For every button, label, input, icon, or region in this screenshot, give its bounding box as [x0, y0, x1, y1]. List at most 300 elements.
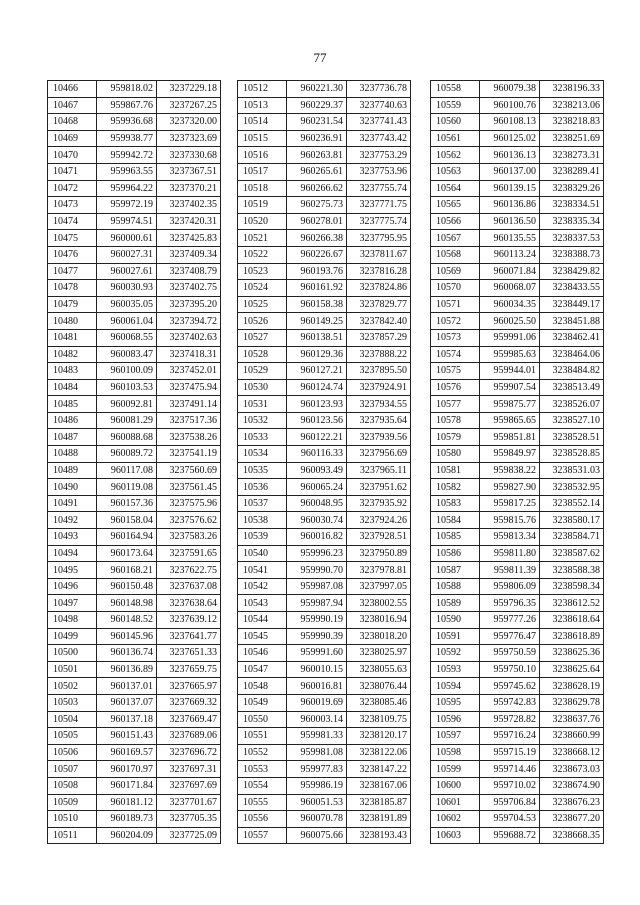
table-row [238, 529, 411, 546]
x-coordinate-cell: 959806.09 [480, 578, 540, 595]
y-coordinate-cell: 3238618.89 [540, 628, 604, 645]
x-coordinate-cell: 959815.76 [480, 512, 540, 529]
point-id-cell: 10602 [431, 811, 480, 828]
table-row [48, 81, 221, 98]
y-coordinate-cell: 3238618.64 [540, 612, 604, 629]
table-row [431, 678, 604, 695]
point-id-cell: 10490 [48, 479, 97, 496]
y-coordinate-cell: 3238598.34 [540, 578, 604, 595]
x-coordinate-cell: 959991.06 [480, 329, 540, 346]
table-row [48, 744, 221, 761]
point-id-cell: 10594 [431, 678, 480, 695]
point-id-cell: 10596 [431, 711, 480, 728]
coordinate-table-2 [237, 80, 411, 844]
point-id-cell: 10525 [238, 296, 287, 313]
table-row [431, 595, 604, 612]
x-coordinate-cell: 959996.23 [287, 545, 347, 562]
point-id-cell: 10556 [238, 811, 287, 828]
point-id-cell: 10506 [48, 744, 97, 761]
point-id-cell: 10539 [238, 529, 287, 546]
point-id-cell: 10528 [238, 346, 287, 363]
table-row [431, 163, 604, 180]
table-row [238, 761, 411, 778]
x-coordinate-cell: 960204.09 [97, 827, 157, 844]
y-coordinate-cell: 3237452.01 [157, 363, 221, 380]
table-row [48, 529, 221, 546]
y-coordinate-cell: 3238076.44 [347, 678, 411, 695]
y-coordinate-cell: 3237560.69 [157, 462, 221, 479]
y-coordinate-cell: 3237824.86 [347, 280, 411, 297]
point-id-cell: 10550 [238, 711, 287, 728]
point-id-cell: 10554 [238, 777, 287, 794]
x-coordinate-cell: 960136.50 [480, 213, 540, 230]
x-coordinate-cell: 960016.82 [287, 529, 347, 546]
x-coordinate-cell: 960169.57 [97, 744, 157, 761]
table-row [48, 147, 221, 164]
y-coordinate-cell: 3238668.35 [540, 827, 604, 844]
y-coordinate-cell: 3238085.46 [347, 694, 411, 711]
y-coordinate-cell: 3237753.29 [347, 147, 411, 164]
table-row [431, 545, 604, 562]
x-coordinate-cell: 960070.78 [287, 811, 347, 828]
y-coordinate-cell: 3237934.55 [347, 396, 411, 413]
y-coordinate-cell: 3238588.38 [540, 562, 604, 579]
point-id-cell: 10523 [238, 263, 287, 280]
table-row [48, 230, 221, 247]
y-coordinate-cell: 3237829.77 [347, 296, 411, 313]
x-coordinate-cell: 960116.33 [287, 446, 347, 463]
y-coordinate-cell: 3238526.07 [540, 396, 604, 413]
x-coordinate-cell: 960100.09 [97, 363, 157, 380]
table-row [431, 827, 604, 844]
table-row [48, 280, 221, 297]
x-coordinate-cell: 960139.15 [480, 180, 540, 197]
y-coordinate-cell: 3238484.82 [540, 363, 604, 380]
point-id-cell: 10518 [238, 180, 287, 197]
y-coordinate-cell: 3238055.63 [347, 661, 411, 678]
table-row [431, 180, 604, 197]
table-row [238, 794, 411, 811]
x-coordinate-cell: 959750.59 [480, 645, 540, 662]
table-row [238, 197, 411, 214]
y-coordinate-cell: 3238147.22 [347, 761, 411, 778]
point-id-cell: 10474 [48, 213, 97, 230]
table-row [238, 363, 411, 380]
x-coordinate-cell: 959742.83 [480, 694, 540, 711]
point-id-cell: 10516 [238, 147, 287, 164]
y-coordinate-cell: 3237641.77 [157, 628, 221, 645]
y-coordinate-cell: 3238167.06 [347, 777, 411, 794]
point-id-cell: 10530 [238, 379, 287, 396]
y-coordinate-cell: 3238122.06 [347, 744, 411, 761]
y-coordinate-cell: 3237420.31 [157, 213, 221, 230]
y-coordinate-cell: 3238625.36 [540, 645, 604, 662]
coordinate-table-1 [47, 80, 221, 844]
table-row [431, 562, 604, 579]
x-coordinate-cell: 959745.62 [480, 678, 540, 695]
point-id-cell: 10589 [431, 595, 480, 612]
y-coordinate-cell: 3238637.76 [540, 711, 604, 728]
x-coordinate-cell: 960173.64 [97, 545, 157, 562]
table-row [431, 263, 604, 280]
y-coordinate-cell: 3238329.26 [540, 180, 604, 197]
table-row [431, 744, 604, 761]
y-coordinate-cell: 3238629.78 [540, 694, 604, 711]
point-id-cell: 10476 [48, 246, 97, 263]
x-coordinate-cell: 960148.98 [97, 595, 157, 612]
point-id-cell: 10588 [431, 578, 480, 595]
x-coordinate-cell: 960081.29 [97, 412, 157, 429]
table-row [48, 645, 221, 662]
point-id-cell: 10492 [48, 512, 97, 529]
point-id-cell: 10496 [48, 578, 97, 595]
y-coordinate-cell: 3237696.72 [157, 744, 221, 761]
point-id-cell: 10569 [431, 263, 480, 280]
x-coordinate-cell: 960265.61 [287, 163, 347, 180]
y-coordinate-cell: 3238513.49 [540, 379, 604, 396]
y-coordinate-cell: 3237951.62 [347, 479, 411, 496]
y-coordinate-cell: 3238668.12 [540, 744, 604, 761]
y-coordinate-cell: 3237320.00 [157, 114, 221, 131]
x-coordinate-cell: 960137.18 [97, 711, 157, 728]
x-coordinate-cell: 960181.12 [97, 794, 157, 811]
table-row [48, 545, 221, 562]
x-coordinate-cell: 959811.80 [480, 545, 540, 562]
table-row [238, 130, 411, 147]
point-id-cell: 10573 [431, 329, 480, 346]
y-coordinate-cell: 3237367.51 [157, 163, 221, 180]
x-coordinate-cell: 960124.74 [287, 379, 347, 396]
x-coordinate-cell: 960158.04 [97, 512, 157, 529]
point-id-cell: 10586 [431, 545, 480, 562]
table-row [48, 761, 221, 778]
y-coordinate-cell: 3237402.35 [157, 197, 221, 214]
x-coordinate-cell: 960119.08 [97, 479, 157, 496]
point-id-cell: 10546 [238, 645, 287, 662]
table-row [431, 728, 604, 745]
y-coordinate-cell: 3238218.83 [540, 114, 604, 131]
x-coordinate-cell: 959964.22 [97, 180, 157, 197]
x-coordinate-cell: 960030.74 [287, 512, 347, 529]
table-row [48, 595, 221, 612]
y-coordinate-cell: 3238625.64 [540, 661, 604, 678]
x-coordinate-cell: 960148.52 [97, 612, 157, 629]
table-row [238, 412, 411, 429]
point-id-cell: 10565 [431, 197, 480, 214]
point-id-cell: 10503 [48, 694, 97, 711]
table-row [48, 446, 221, 463]
point-id-cell: 10597 [431, 728, 480, 745]
table-row [238, 811, 411, 828]
point-id-cell: 10527 [238, 329, 287, 346]
point-id-cell: 10572 [431, 313, 480, 330]
x-coordinate-cell: 960236.91 [287, 130, 347, 147]
point-id-cell: 10491 [48, 495, 97, 512]
point-id-cell: 10575 [431, 363, 480, 380]
table-row [48, 396, 221, 413]
table-row [48, 213, 221, 230]
table-row [238, 479, 411, 496]
x-coordinate-cell: 959851.81 [480, 429, 540, 446]
point-id-cell: 10494 [48, 545, 97, 562]
page-number: 77 [313, 50, 327, 65]
table-row [431, 81, 604, 98]
table-row [48, 263, 221, 280]
x-coordinate-cell: 960263.81 [287, 147, 347, 164]
table-row [431, 130, 604, 147]
table-row [238, 296, 411, 313]
point-id-cell: 10487 [48, 429, 97, 446]
x-coordinate-cell: 959817.25 [480, 495, 540, 512]
point-id-cell: 10466 [48, 81, 97, 98]
x-coordinate-cell: 960135.55 [480, 230, 540, 247]
y-coordinate-cell: 3238676.23 [540, 794, 604, 811]
table-row [238, 429, 411, 446]
point-id-cell: 10567 [431, 230, 480, 247]
y-coordinate-cell: 3237475.94 [157, 379, 221, 396]
y-coordinate-cell: 3238213.06 [540, 97, 604, 114]
table-row [431, 794, 604, 811]
point-id-cell: 10571 [431, 296, 480, 313]
point-id-cell: 10478 [48, 280, 97, 297]
point-id-cell: 10508 [48, 777, 97, 794]
point-id-cell: 10591 [431, 628, 480, 645]
x-coordinate-cell: 960113.24 [480, 246, 540, 263]
table-row [48, 197, 221, 214]
x-coordinate-cell: 960150.48 [97, 578, 157, 595]
table-row [238, 213, 411, 230]
x-coordinate-cell: 959818.02 [97, 81, 157, 98]
point-id-cell: 10521 [238, 230, 287, 247]
table-row [238, 81, 411, 98]
point-id-cell: 10519 [238, 197, 287, 214]
point-id-cell: 10538 [238, 512, 287, 529]
point-id-cell: 10477 [48, 263, 97, 280]
x-coordinate-cell: 959875.77 [480, 396, 540, 413]
x-coordinate-cell: 960149.25 [287, 313, 347, 330]
table-row [48, 562, 221, 579]
coordinate-tables [47, 80, 631, 875]
table-row [238, 495, 411, 512]
x-coordinate-cell: 959796.35 [480, 595, 540, 612]
y-coordinate-cell: 3237575.96 [157, 495, 221, 512]
table-row [431, 446, 604, 463]
point-id-cell: 10579 [431, 429, 480, 446]
x-coordinate-cell: 960193.76 [287, 263, 347, 280]
point-id-cell: 10566 [431, 213, 480, 230]
table-row [238, 777, 411, 794]
x-coordinate-cell: 959715.19 [480, 744, 540, 761]
y-coordinate-cell: 3238628.19 [540, 678, 604, 695]
x-coordinate-cell: 959987.08 [287, 578, 347, 595]
x-coordinate-cell: 960051.53 [287, 794, 347, 811]
y-coordinate-cell: 3237924.26 [347, 512, 411, 529]
x-coordinate-cell: 960010.15 [287, 661, 347, 678]
y-coordinate-cell: 3237669.47 [157, 711, 221, 728]
x-coordinate-cell: 960275.73 [287, 197, 347, 214]
y-coordinate-cell: 3238528.51 [540, 429, 604, 446]
x-coordinate-cell: 960092.81 [97, 396, 157, 413]
x-coordinate-cell: 960027.31 [97, 246, 157, 263]
x-coordinate-cell: 959849.97 [480, 446, 540, 463]
point-id-cell: 10507 [48, 761, 97, 778]
x-coordinate-cell: 960137.00 [480, 163, 540, 180]
table-row [431, 147, 604, 164]
table-row [431, 645, 604, 662]
point-id-cell: 10568 [431, 246, 480, 263]
x-coordinate-cell: 960138.51 [287, 329, 347, 346]
x-coordinate-cell: 959990.19 [287, 612, 347, 629]
table-row [48, 479, 221, 496]
x-coordinate-cell: 959963.55 [97, 163, 157, 180]
table-row [238, 711, 411, 728]
point-id-cell: 10540 [238, 545, 287, 562]
point-id-cell: 10511 [48, 827, 97, 844]
point-id-cell: 10593 [431, 661, 480, 678]
y-coordinate-cell: 3238552.14 [540, 495, 604, 512]
table-row [238, 379, 411, 396]
table-row [431, 628, 604, 645]
y-coordinate-cell: 3238464.06 [540, 346, 604, 363]
point-id-cell: 10576 [431, 379, 480, 396]
table-row [48, 628, 221, 645]
y-coordinate-cell: 3238191.89 [347, 811, 411, 828]
x-coordinate-cell: 960136.86 [480, 197, 540, 214]
table-row [238, 462, 411, 479]
y-coordinate-cell: 3237491.14 [157, 396, 221, 413]
table-row [431, 777, 604, 794]
point-id-cell: 10505 [48, 728, 97, 745]
point-id-cell: 10548 [238, 678, 287, 695]
x-coordinate-cell: 960266.38 [287, 230, 347, 247]
y-coordinate-cell: 3237583.26 [157, 529, 221, 546]
x-coordinate-cell: 960136.74 [97, 645, 157, 662]
y-coordinate-cell: 3237394.72 [157, 313, 221, 330]
y-coordinate-cell: 3237517.36 [157, 412, 221, 429]
y-coordinate-cell: 3238532.95 [540, 479, 604, 496]
table-row [238, 246, 411, 263]
point-id-cell: 10472 [48, 180, 97, 197]
x-coordinate-cell: 960025.50 [480, 313, 540, 330]
point-id-cell: 10551 [238, 728, 287, 745]
table-row [238, 329, 411, 346]
y-coordinate-cell: 3238337.53 [540, 230, 604, 247]
x-coordinate-cell: 960108.13 [480, 114, 540, 131]
x-coordinate-cell: 960151.43 [97, 728, 157, 745]
point-id-cell: 10495 [48, 562, 97, 579]
table-row [431, 479, 604, 496]
table-row [431, 694, 604, 711]
x-coordinate-cell: 959716.24 [480, 728, 540, 745]
y-coordinate-cell: 3237395.20 [157, 296, 221, 313]
table-row [238, 678, 411, 695]
table-row [431, 313, 604, 330]
y-coordinate-cell: 3238673.03 [540, 761, 604, 778]
y-coordinate-cell: 3237888.22 [347, 346, 411, 363]
x-coordinate-cell: 959706.84 [480, 794, 540, 811]
point-id-cell: 10515 [238, 130, 287, 147]
table-row [431, 230, 604, 247]
x-coordinate-cell: 959990.70 [287, 562, 347, 579]
point-id-cell: 10481 [48, 329, 97, 346]
point-id-cell: 10510 [48, 811, 97, 828]
table-row [238, 346, 411, 363]
table-row [431, 329, 604, 346]
y-coordinate-cell: 3237736.78 [347, 81, 411, 98]
y-coordinate-cell: 3238531.03 [540, 462, 604, 479]
point-id-cell: 10500 [48, 645, 97, 662]
point-id-cell: 10592 [431, 645, 480, 662]
point-id-cell: 10595 [431, 694, 480, 711]
y-coordinate-cell: 3238433.55 [540, 280, 604, 297]
y-coordinate-cell: 3237935.64 [347, 412, 411, 429]
x-coordinate-cell: 959987.94 [287, 595, 347, 612]
y-coordinate-cell: 3237591.65 [157, 545, 221, 562]
table-row [238, 512, 411, 529]
point-id-cell: 10577 [431, 396, 480, 413]
table-row [48, 97, 221, 114]
x-coordinate-cell: 960137.01 [97, 678, 157, 695]
point-id-cell: 10544 [238, 612, 287, 629]
table-row [431, 578, 604, 595]
point-id-cell: 10471 [48, 163, 97, 180]
y-coordinate-cell: 3237965.11 [347, 462, 411, 479]
x-coordinate-cell: 960117.08 [97, 462, 157, 479]
point-id-cell: 10493 [48, 529, 97, 546]
y-coordinate-cell: 3238185.87 [347, 794, 411, 811]
point-id-cell: 10513 [238, 97, 287, 114]
table-row [431, 495, 604, 512]
x-coordinate-cell: 959974.51 [97, 213, 157, 230]
table-row [238, 263, 411, 280]
point-id-cell: 10557 [238, 827, 287, 844]
point-id-cell: 10549 [238, 694, 287, 711]
y-coordinate-cell: 3238612.52 [540, 595, 604, 612]
x-coordinate-cell: 960221.30 [287, 81, 347, 98]
x-coordinate-cell: 960003.14 [287, 711, 347, 728]
y-coordinate-cell: 3237935.92 [347, 495, 411, 512]
x-coordinate-cell: 959688.72 [480, 827, 540, 844]
table-row [431, 114, 604, 131]
y-coordinate-cell: 3238587.62 [540, 545, 604, 562]
table-row [48, 412, 221, 429]
x-coordinate-cell: 959865.65 [480, 412, 540, 429]
x-coordinate-cell: 960137.07 [97, 694, 157, 711]
point-id-cell: 10486 [48, 412, 97, 429]
x-coordinate-cell: 960034.35 [480, 296, 540, 313]
y-coordinate-cell: 3238462.41 [540, 329, 604, 346]
y-coordinate-cell: 3237638.64 [157, 595, 221, 612]
y-coordinate-cell: 3237402.75 [157, 280, 221, 297]
table-row [48, 512, 221, 529]
x-coordinate-cell: 960136.13 [480, 147, 540, 164]
x-coordinate-cell: 960129.36 [287, 346, 347, 363]
point-id-cell: 10499 [48, 628, 97, 645]
y-coordinate-cell: 3237755.74 [347, 180, 411, 197]
x-coordinate-cell: 960170.97 [97, 761, 157, 778]
point-id-cell: 10559 [431, 97, 480, 114]
x-coordinate-cell: 960000.61 [97, 230, 157, 247]
y-coordinate-cell: 3237978.81 [347, 562, 411, 579]
y-coordinate-cell: 3238018.20 [347, 628, 411, 645]
x-coordinate-cell: 959777.26 [480, 612, 540, 629]
table-row [48, 163, 221, 180]
table-row [48, 313, 221, 330]
point-id-cell: 10480 [48, 313, 97, 330]
x-coordinate-cell: 960068.07 [480, 280, 540, 297]
y-coordinate-cell: 3238527.10 [540, 412, 604, 429]
table-row [48, 794, 221, 811]
